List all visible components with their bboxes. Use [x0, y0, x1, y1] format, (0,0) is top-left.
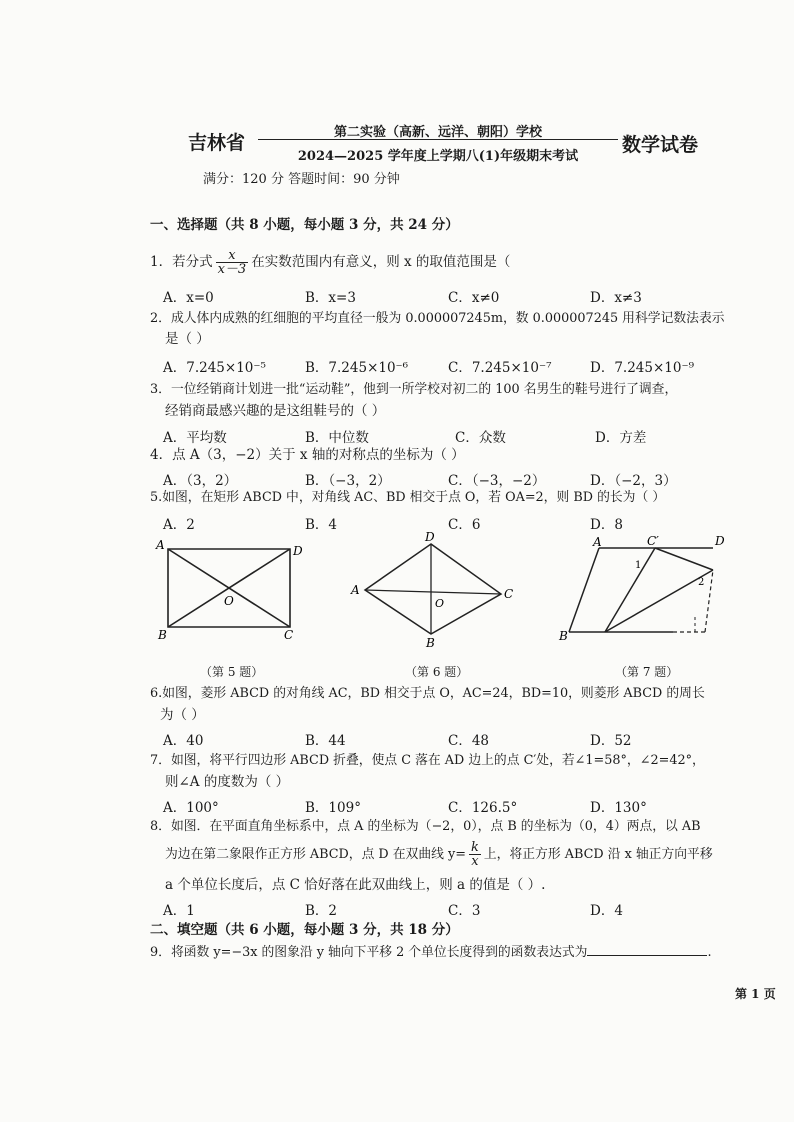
- q1-option-d: D．x≠3: [590, 290, 642, 306]
- fig6-label-a: A: [351, 583, 360, 597]
- question-3-line1: 3．一位经销商计划进一批“运动鞋”，他到一所学校对初二的 100 名男生的鞋号进行了调查，: [150, 382, 678, 397]
- fig6-label-d: D: [425, 530, 435, 544]
- q3-option-d: D．方差: [595, 430, 647, 446]
- q5-option-d: D．8: [590, 517, 623, 533]
- q6-option-b: B．44: [305, 733, 346, 749]
- q2-option-d: D．7.245×10⁻⁹: [590, 360, 694, 376]
- figure-5-rectangle: [152, 535, 312, 645]
- subject-title: 数学试卷: [622, 134, 699, 156]
- q2-option-a: A．7.245×10⁻⁵: [163, 360, 266, 376]
- q5-option-b: B．4: [305, 517, 338, 533]
- q1-frac-num: x: [228, 248, 236, 263]
- q8-option-b: B．2: [305, 903, 338, 919]
- q4-option-b: B．（−3，2）: [305, 473, 391, 489]
- figure-5: [152, 535, 312, 649]
- page-number: 第 1 页: [735, 987, 776, 1001]
- q6-option-c: C．48: [448, 733, 490, 749]
- q3-option-a: A．平均数: [163, 430, 227, 446]
- school-name: 第二实验（高新、远洋、朝阳）学校: [333, 125, 542, 140]
- question-5: 5.如图，在矩形 ABCD 中，对角线 AC、BD 相交于点 O，若 OA=2，则 BD 的长为（ ）: [150, 490, 666, 505]
- q8-line2-pre: 为边在第二象限作正方形 ABCD，点 D 在双曲线 y=: [165, 847, 466, 862]
- question-8-line3: a 个单位长度后，点 C 恰好落在此双曲线上，则 a 的值是（ ）.: [165, 877, 546, 893]
- question-6-line1: 6.如图，菱形 ABCD 的对角线 AC，BD 相交于点 O，AC=24，BD=10，则菱形 ABCD 的周长: [150, 686, 705, 701]
- q8-option-a: A．1: [163, 903, 195, 919]
- q4-option-d: D．（−2，3）: [590, 473, 677, 489]
- figure-6-caption: （第 6 题）: [405, 665, 469, 679]
- fig7-label-angle-1: 1: [635, 560, 642, 571]
- question-7-line2: 则∠A 的度数为（ ）: [165, 774, 290, 790]
- fig7-label-c-prime: C′: [647, 534, 659, 548]
- q4-option-a: A．（3，2）: [163, 473, 238, 489]
- exam-meta: 满分：120 分 答题时间：90 分钟: [203, 172, 400, 187]
- figure-7-caption: （第 7 题）: [615, 665, 679, 679]
- question-9: [150, 943, 712, 962]
- fig5-label-c: C: [284, 628, 294, 642]
- question-8-line2: [165, 841, 713, 868]
- fig7-label-a: A: [593, 535, 602, 549]
- q9-end: .: [707, 945, 712, 960]
- question-4: 4．点 A（3，−2）关于 x 轴的对称点的坐标为（ ）: [150, 447, 465, 463]
- q3-option-b: B．中位数: [305, 430, 369, 446]
- question-2-line1: 2．成人体内成熟的红细胞的平均直径一般为 0.000007245m，数 0.000007245 用科学记数法表示: [150, 311, 725, 326]
- fig5-label-a: A: [156, 538, 165, 552]
- q1-option-a: A．x=0: [163, 290, 214, 306]
- section-2-title: 二、填空题（共 6 小题，每小题 3 分，共 18 分）: [150, 922, 459, 938]
- q1-option-c: C．x≠0: [448, 290, 500, 306]
- fig7-label-b: B: [559, 629, 568, 643]
- q1-fraction: [216, 249, 249, 276]
- question-6-line2: 为（ ）: [160, 707, 205, 723]
- fig7-label-d: D: [715, 534, 725, 548]
- figure-5-caption: （第 5 题）: [200, 665, 264, 679]
- q4-option-c: C．（−3，−2）: [448, 473, 546, 489]
- q1-option-b: B．x=3: [305, 290, 356, 306]
- q7-option-b: B．109°: [305, 800, 361, 816]
- figure-7-parallelogram: [555, 528, 735, 648]
- question-7-line1: 7．如图，将平行四边形 ABCD 折叠，使点 C 落在 AD 边上的点 C′处，若∠1=58°，∠2=42°，: [150, 753, 705, 768]
- province-title: 吉林省: [188, 132, 246, 154]
- q7-option-a: A．100°: [163, 800, 219, 816]
- q5-option-c: C．6: [448, 517, 481, 533]
- question-2-line2: 是（ ）: [165, 331, 210, 347]
- question-3-line2: 经销商最感兴趣的是这组鞋号的（ ）: [165, 403, 386, 419]
- q6-option-a: A．40: [163, 733, 204, 749]
- q8-fraction: [469, 841, 481, 868]
- fig5-label-d: D: [293, 544, 303, 558]
- fig7-label-angle-2: 2: [698, 577, 705, 588]
- q6-option-d: D．52: [590, 733, 632, 749]
- question-8-line1: 8．如图．在平面直角坐标系中，点 A 的坐标为（−2，0），点 B 的坐标为（0，4）两点，以 AB: [150, 819, 701, 834]
- q1-pre: 1．若分式: [150, 254, 213, 270]
- fig5-label-o: O: [224, 594, 234, 608]
- q1-frac-den: x－3: [217, 262, 247, 277]
- q7-option-c: C．126.5°: [448, 800, 518, 816]
- q2-option-c: C．7.245×10⁻⁷: [448, 360, 552, 376]
- q1-post: 在实数范围内有意义，则 x 的取值范围是（: [251, 254, 511, 270]
- fig6-label-o: O: [435, 597, 445, 610]
- q7-option-d: D．130°: [590, 800, 647, 816]
- fig6-label-c: C: [504, 587, 514, 601]
- q9-answer-blank: [587, 943, 707, 956]
- figure-6: [345, 530, 525, 654]
- q8-frac-den: x: [471, 854, 479, 869]
- question-1: [150, 249, 510, 276]
- q2-option-b: B．7.245×10⁻⁶: [305, 360, 409, 376]
- figure-7: [555, 528, 735, 652]
- q8-option-c: C．3: [448, 903, 481, 919]
- q9-text: 9．将函数 y=−3x 的图象沿 y 轴向下平移 2 个单位长度得到的函数表达式为: [150, 945, 588, 960]
- q5-option-a: A．2: [163, 517, 195, 533]
- figure-6-rhombus: [345, 530, 525, 650]
- exam-name: 2024—2025 学年度上学期八(1)年级期末考试: [297, 149, 579, 164]
- q8-frac-num: k: [470, 840, 479, 855]
- q8-line2-post: 上，将正方形 ABCD 沿 x 轴正方向平移: [483, 847, 713, 862]
- fig6-label-b: B: [426, 636, 435, 650]
- q8-option-d: D．4: [590, 903, 623, 919]
- fig5-label-b: B: [158, 628, 167, 642]
- q3-option-c: C．众数: [455, 430, 506, 446]
- section-1-title: 一、选择题（共 8 小题，每小题 3 分，共 24 分）: [150, 217, 459, 233]
